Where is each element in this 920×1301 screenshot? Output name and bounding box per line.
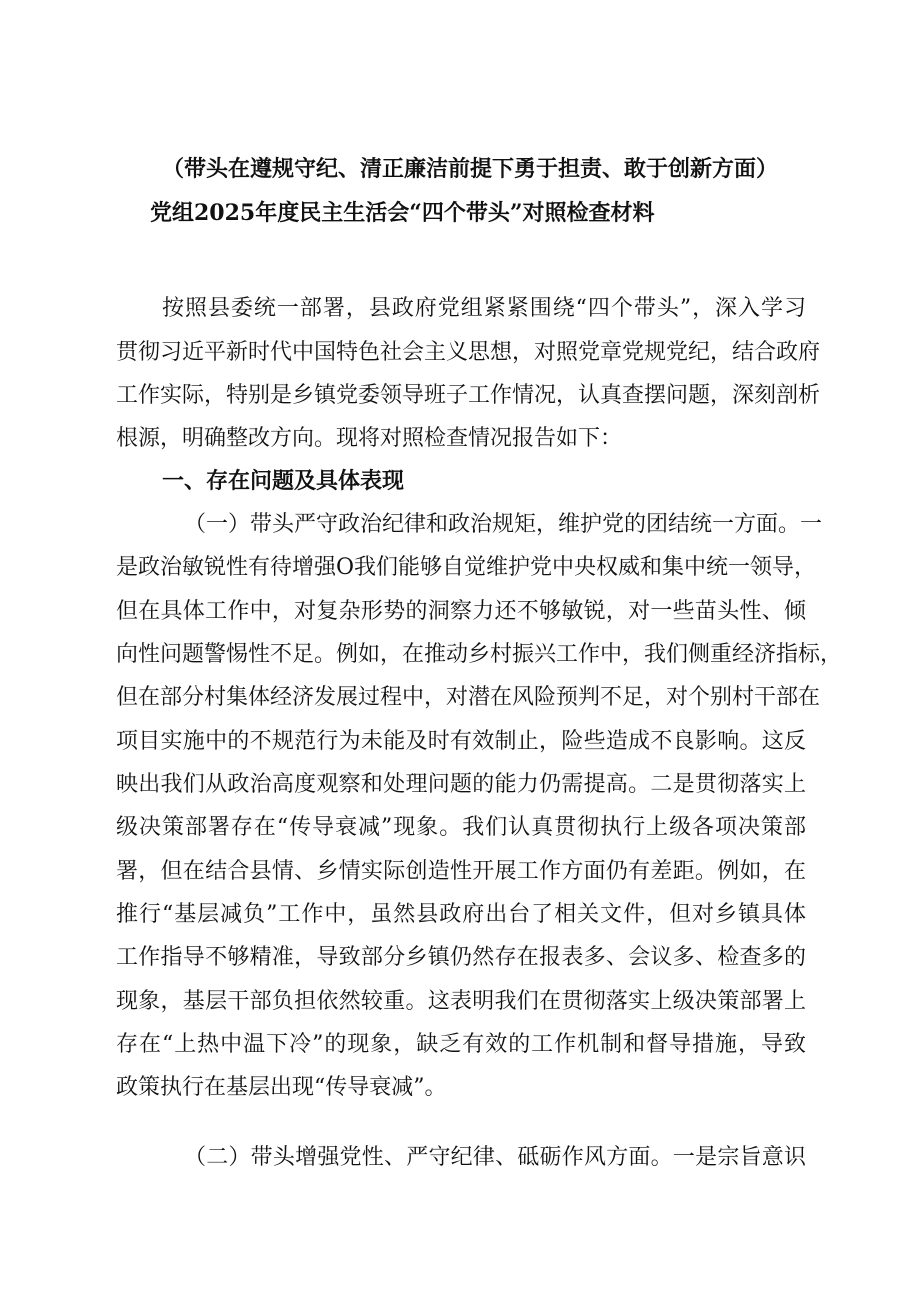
item1-line-7: 映出我们从政治高度观察和处理问题的能力仍需提高。二是贯彻落实上	[116, 772, 806, 797]
intro-line-4: 根源，明确整改方向。现将对照检查情况报告如下：	[116, 426, 623, 451]
intro-line-2: 贯彻习近平新时代中国特色社会主义思想，对照党章党规党纪，结合政府	[116, 340, 821, 365]
document-title: 党组2025年度民主生活会“四个带头”对照检查材料	[150, 200, 655, 226]
item1-line-12: 现象，基层干部负担依然较重。这表明我们在贯彻落实上级决策部署上	[116, 989, 806, 1014]
item1-line-1: （一）带头严守政治纪律和政治规矩，维护党的团结统一方面。一	[184, 512, 823, 537]
item1-line-2: 是政治敏锐性有待增强O我们能够自觉维护党中央权威和集中统一领导，	[116, 555, 817, 580]
item1-line-11: 工作指导不够精准，导致部分乡镇仍然存在报表多、会议多、检查多的	[116, 945, 806, 970]
item1-line-10: 推行“基层减负”工作中，虽然县政府出台了相关文件，但对乡镇具体	[116, 902, 806, 927]
item1-line-9: 署，但在结合县情、乡情实际创造性开展工作方面仍有差距。例如，在	[116, 859, 806, 884]
item1-line-13: 存在“上热中温下冷”的现象，缺乏有效的工作机制和督导措施，导致	[116, 1032, 806, 1057]
item1-line-3: 但在具体工作中，对复杂形势的洞察力还不够敏锐，对一些苗头性、倾	[116, 599, 806, 624]
item1-line-6: 项目实施中的不规范行为未能及时有效制止，险些造成不良影响。这反	[116, 729, 806, 754]
item2-line-1: （二）带头增强党性、严守纪律、砥砺作风方面。一是宗旨意识	[184, 1145, 806, 1170]
section-heading: 一、存在问题及具体表现	[162, 468, 405, 494]
item1-line-14: 政策执行在基层出现“传导衰减”。	[116, 1075, 447, 1100]
intro-line-3: 工作实际，特别是乡镇党委领导班子工作情况，认真查摆问题，深刻剖析	[116, 383, 821, 408]
document-subtitle: （带头在遵规守纪、清正廉洁前提下勇于担责、敢于创新方面）	[162, 156, 779, 182]
item1-line-5: 但在部分村集体经济发展过程中，对潜在风险预判不足，对个别村干部在	[116, 685, 821, 710]
intro-line-1: 按照县委统一部署，县政府党组紧紧围绕“四个带头”，深入学习	[162, 296, 806, 321]
item1-line-8: 级决策部署存在“传导衰减”现象。我们认真贯彻执行上级各项决策部	[116, 815, 806, 840]
item1-line-4: 向性问题警惕性不足。例如，在推动乡村振兴工作中，我们侧重经济指标，	[116, 642, 843, 667]
